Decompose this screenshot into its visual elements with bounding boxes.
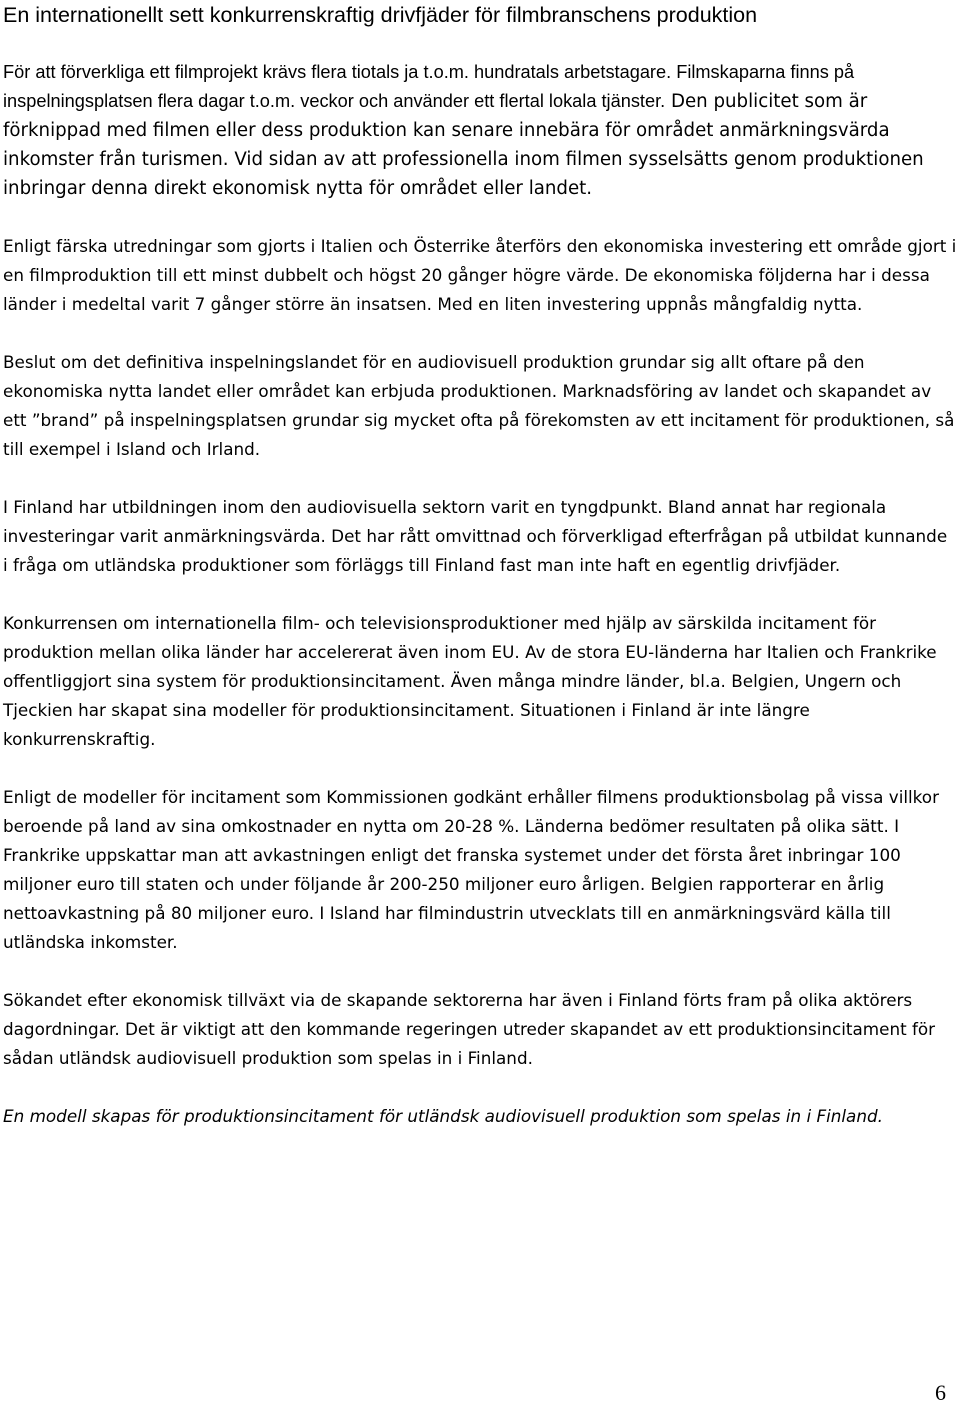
intro-paragraph (3, 58, 957, 203)
document-page (3, 0, 957, 1131)
page-title: En internationellt sett konkurrenskraftig drivfjäder för filmbranschens produktion (3, 3, 758, 27)
closing-statement: En modell skapas för produktionsincitament för utländsk audiovisuell produktion som spelas in i Finland. (3, 1106, 883, 1126)
paragraph-competition: Konkurrensen om internationella film- och televisionsproduktioner med hjälp av särskilda incitament för produktion mellan olika länder har accelererat även inom EU. Av de stora EU-länderna har Italien och Frankrike offentliggjort sina system för produktionsincitament. Även många mindre länder, bl.a. Belgien, Ungern och Tjeckien har skapat sina modeller för produktionsincitament. Situationen i Finland är inte längre konkurrenskraftig. (3, 613, 937, 749)
intro-sentence-rest: Den publicitet som är förknippad med filmen eller dess produktion kan senare innebära för området anmärkningsvärda inkomster från turismen. Vid sidan av att professionella inom filmen sysselsätts genom produktionen inbringar denna direkt ekonomisk nytta för området eller landet. (3, 91, 924, 199)
paragraph-economic-growth: Sökandet efter ekonomisk tillväxt via de skapande sektorerna har även i Finland förts fram på olika aktörers dagordningar. Det är viktigt att den kommande regeringen utreder skapandet av ett produktionsincitament för sådan utländsk audiovisuell produktion som spelas in i Finland. (3, 990, 936, 1068)
paragraph-incentive-models: Enligt de modeller för incitament som Kommissionen godkänt erhåller filmens produktionsbolag på vissa villkor beroende på land av sina omkostnader en nytta om 20-28 %. Länderna bedömer resultaten på olika sätt. I Frankrike uppskattar man att avkastningen enligt det franska systemet under det första året inbringar 100 miljoner euro till staten och under följande år 200-250 miljoner euro årligen. Belgien rapporterar en årlig nettoavkastning på 80 miljoner euro. I Island har filmindustrin utvecklats till en anmärkningsvärd källa till utländska inkomster. (3, 787, 939, 952)
paragraph-location-decision: Beslut om det definitiva inspelningslandet för en audiovisuell produktion grundar sig allt oftare på den ekonomiska nytta landet eller området kan erbjuda produktionen. Marknadsföring av landet och skapandet av ett ”brand” på inspelningsplatsen grundar sig mycket ofta på förekomsten av ett incitament för produktionen, så till exempel i Island och Irland. (3, 352, 955, 459)
paragraph-finland-education: I Finland har utbildningen inom den audiovisuella sektorn varit en tyngdpunkt. Bland annat har regionala investeringar varit anmärkningsvärda. Det har rått omvittnad och förverkligad efterfrågan på utbildat kunnande i fråga om utländska produktioner som förläggs till Finland fast man inte haft en egentlig drivfjäder. (3, 497, 948, 575)
page-number: 6 (935, 1380, 946, 1405)
paragraph-economic-return: Enligt färska utredningar som gjorts i Italien och Österrike återförs den ekonomiska investering ett område gjort i en filmproduktion till ett minst dubbelt och högst 20 gånger högre värde. De ekonomiska följderna har i dessa länder i medeltal varit 7 gånger större än insatsen. Med en liten investering uppnås mångfaldig nytta. (3, 236, 957, 314)
intro-sentence-sans: För att förverkliga ett filmprojekt krävs flera tiotals ja t.o.m. hundratals arbetstagare. Filmskaparna finns på inspelningsplatsen flera dagar t.o.m. veckor och använder ett flertal lokala tjänster. (3, 62, 855, 111)
